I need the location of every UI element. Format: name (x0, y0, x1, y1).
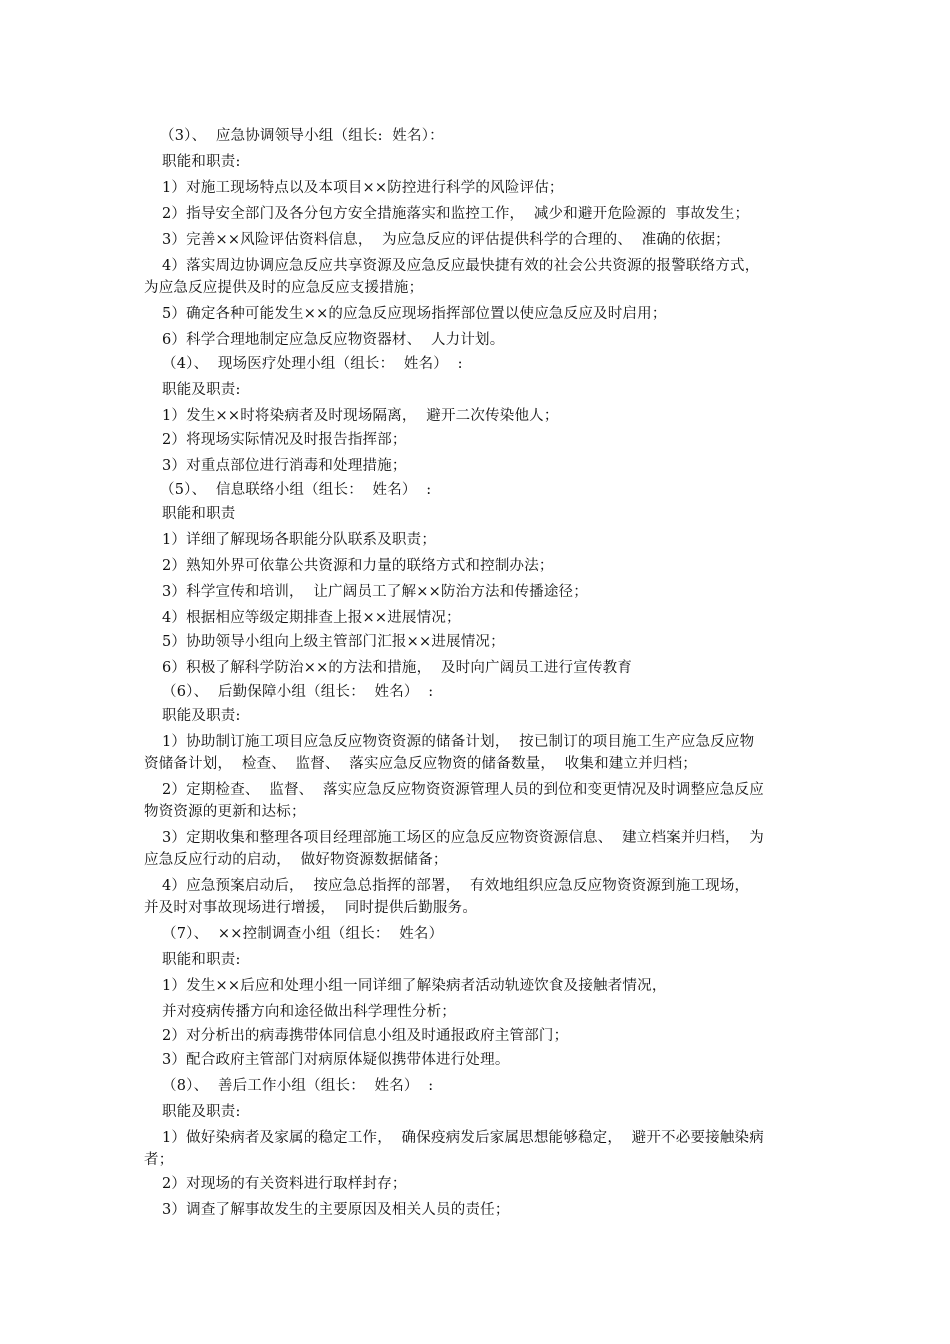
text-line: 1）协助制订施工项目应急反应物资资源的储备计划， 按已制订的项目施工生产应急反应物 (162, 734, 755, 750)
text-line: 2）定期检查、 监督、 落实应急反应物资资源管理人员的到位和变更情况及时调整应急反应 (162, 782, 764, 798)
text-line: 并及时对事故现场进行增援， 同时提供后勤服务。 (144, 900, 478, 916)
text-line: （4）、 现场医疗处理小组（组长： 姓名） : (162, 356, 463, 372)
text-line: 3）科学宣传和培训， 让广阔员工了解××防治方法和传播途径； (162, 584, 588, 600)
text-line: 1）发生××后应和处理小组一同详细了解染病者活动轨迹饮食及接触者情况， (162, 978, 667, 994)
text-line: 4）根据相应等级定期排查上报××进展情况； (162, 610, 461, 626)
text-line: 2）对分析出的病毒携带体同信息小组及时通报政府主管部门； (162, 1028, 569, 1044)
text-line: （7）、 ××控制调查小组（组长： 姓名） (162, 926, 444, 942)
text-line: 3）完善××风险评估资料信息， 为应急反应的评估提供科学的合理的、 准确的依据； (162, 232, 730, 248)
text-line: 5）协助领导小组向上级主管部门汇报××进展情况； (162, 634, 505, 650)
text-line: 3）调查了解事故发生的主要原因及相关人员的责任； (162, 1202, 510, 1218)
text-line: 4）落实周边协调应急反应共享资源及应急反应最快捷有效的社会公共资源的报警联络方式， (162, 258, 760, 274)
text-line: 6）积极了解科学防治××的方法和措施， 及时向广阔员工进行宣传教育 (162, 660, 633, 676)
text-line: 物资资源的更新和达标； (144, 804, 306, 820)
text-line: 1）发生××时将染病者及时现场隔离， 避开二次传染他人； (162, 408, 559, 424)
text-line: 为应急反应提供及时的应急反应支援措施； (144, 280, 424, 296)
text-line: 职能及职责: (162, 1104, 241, 1120)
text-line: 6）科学合理地制定应急反应物资器材、 人力计划。 (162, 332, 505, 348)
text-line: 1）做好染病者及家属的稳定工作， 确保疫病发后家属思想能够稳定， 避开不必要接触染病 (162, 1130, 764, 1146)
text-line: 职能和职责: (162, 952, 241, 968)
text-line: 1）对施工现场特点以及本项目××防控进行科学的风险评估； (162, 180, 564, 196)
text-line: 者； (144, 1152, 174, 1168)
text-line: 资储备计划， 检查、 监督、 落实应急反应物资的储备数量， 收集和建立并归档； (144, 756, 697, 772)
text-line: 2）熟知外界可依靠公共资源和力量的联络方式和控制办法； (162, 558, 554, 574)
text-line: （6）、 后勤保障小组（组长： 姓名） : (162, 684, 434, 700)
text-line: 3）对重点部位进行消毒和处理措施； (162, 458, 407, 474)
text-line: 2）指导安全部门及各分包方安全措施落实和监控工作， 减少和避开危险源的 事故发生； (162, 206, 750, 222)
text-line: 2）将现场实际情况及时报告指挥部； (162, 432, 407, 448)
text-line: 3）配合政府主管部门对病原体疑似携带体进行处理。 (162, 1052, 510, 1068)
text-line: 应急反应行动的启动， 做好物资源数据储备； (144, 852, 448, 868)
text-line: 5）确定各种可能发生××的应急反应现场指挥部位置以使应急反应及时启用； (162, 306, 667, 322)
text-line: 1）详细了解现场各职能分队联系及职责； (162, 532, 437, 548)
text-line: 4）应急预案启动后， 按应急总指挥的部署， 有效地组织应急反应物资资源到施工现场， (162, 878, 750, 894)
text-line: 职能和职责 (162, 506, 236, 522)
text-line: 职能和职责: (162, 154, 241, 170)
text-line: 2）对现场的有关资料进行取样封存； (162, 1176, 407, 1192)
text-line: （3）、 应急协调领导小组（组长: 姓名）： (160, 128, 444, 144)
text-line: 并对疫病传播方向和途径做出科学理性分析； (162, 1004, 456, 1020)
text-line: 职能及职责: (162, 382, 241, 398)
text-line: 职能及职责: (162, 708, 241, 724)
text-line: （5）、 信息联络小组（组长： 姓名） : (160, 482, 432, 498)
text-line: 3）定期收集和整理各项目经理部施工场区的应急反应物资资源信息、 建立档案并归档， 为 (162, 830, 764, 846)
text-line: （8）、 善后工作小组（组长： 姓名） : (162, 1078, 434, 1094)
